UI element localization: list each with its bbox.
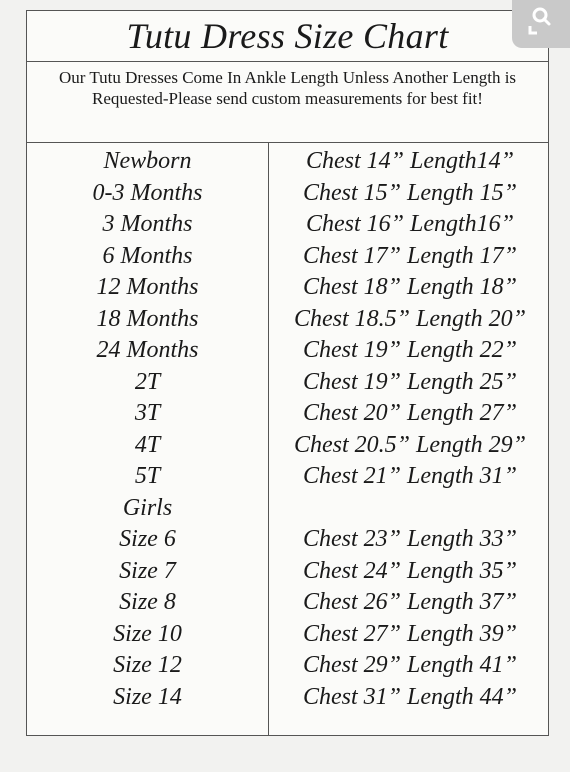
size-cell: 12 Months	[96, 274, 199, 300]
size-cell: Size 7	[119, 557, 176, 584]
size-cell: Size 6	[119, 526, 176, 552]
size-cell: 2T	[134, 368, 161, 395]
size-cell: Size 8	[119, 589, 176, 615]
table-row	[27, 272, 548, 304]
measurement-cell: Chest 20.5” Length 29”	[293, 431, 527, 458]
table-row	[27, 398, 548, 430]
table-row	[27, 556, 548, 588]
measurement-cell: Chest 24” Length 35”	[302, 557, 518, 584]
chart-note: Our Tutu Dresses Come In Ankle Length Unless Another Length is Requested-Please send custom measurements for best fit!	[58, 68, 517, 108]
size-cell: 18 Months	[96, 305, 199, 332]
chart-title: Tutu Dress Size Chart	[126, 16, 449, 56]
measurement-cell: Chest 16” Length16”	[305, 211, 515, 237]
title-band	[27, 11, 548, 62]
table-row	[27, 619, 548, 651]
table-row	[27, 335, 548, 367]
measurement-cell: Chest 23” Length 33”	[302, 526, 518, 552]
measurement-cell: Chest 19” Length 22”	[302, 337, 518, 363]
measurement-cell: Chest 31” Length 44”	[302, 683, 518, 710]
table-row	[27, 682, 548, 714]
measurement-cell: Chest 14” Length14”	[305, 148, 515, 174]
table-row	[27, 650, 548, 682]
measurement-cell: Chest 29” Length 41”	[302, 652, 518, 678]
size-cell: 6 Months	[102, 242, 193, 269]
search-icon	[526, 6, 556, 36]
size-cell: Size 14	[113, 683, 182, 710]
measurement-cell: Chest 17” Length 17”	[302, 242, 518, 269]
visual-search-button[interactable]	[512, 0, 570, 48]
measurement-cell: Chest 18” Length 18”	[302, 274, 518, 300]
size-chart	[26, 10, 549, 736]
size-table	[27, 146, 548, 713]
table-row	[27, 493, 548, 525]
note-band	[27, 61, 548, 143]
size-cell: 0-3 Months	[92, 179, 203, 206]
size-cell: 4T	[134, 431, 161, 458]
table-row	[27, 178, 548, 210]
measurement-cell: Chest 15” Length 15”	[302, 179, 518, 206]
measurement-cell: Chest 18.5” Length 20”	[293, 305, 527, 332]
table-row	[27, 209, 548, 241]
table-row	[27, 524, 548, 556]
table-row	[27, 367, 548, 399]
size-cell: Size 10	[113, 620, 182, 647]
size-cell: 3 Months	[102, 211, 193, 237]
size-cell: Newborn	[103, 148, 192, 174]
measurement-cell: Chest 20” Length 27”	[302, 400, 518, 426]
table-row	[27, 587, 548, 619]
table-row	[27, 430, 548, 462]
measurement-cell: Chest 27” Length 39”	[302, 620, 518, 647]
table-row	[27, 241, 548, 273]
measurement-cell: Chest 26” Length 37”	[302, 589, 518, 615]
table-row	[27, 461, 548, 493]
size-cell: 5T	[134, 463, 161, 489]
size-cell: 3T	[134, 400, 161, 426]
measurement-cell: Chest 19” Length 25”	[302, 368, 518, 395]
size-cell: Girls	[122, 494, 173, 521]
table-row	[27, 304, 548, 336]
measurement-cell: Chest 21” Length 31”	[302, 463, 518, 489]
size-cell: 24 Months	[96, 337, 199, 363]
table-row	[27, 146, 548, 178]
size-cell: Size 12	[113, 652, 182, 678]
